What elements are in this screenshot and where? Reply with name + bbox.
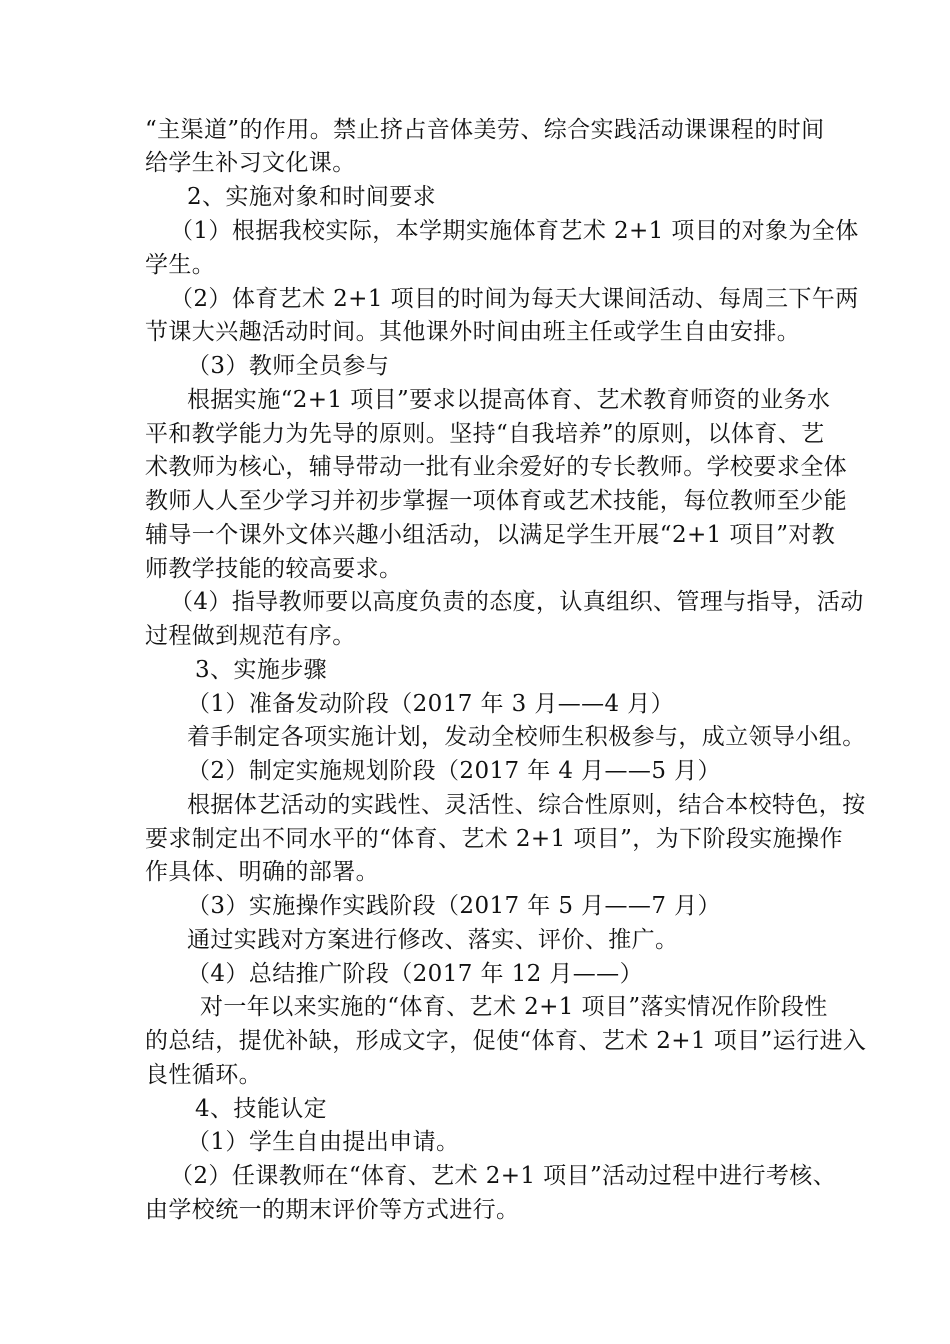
body-text-line: 过程做到规范有序。 [145, 623, 356, 649]
body-text-line: 作具体、明确的部署。 [145, 859, 379, 885]
body-text-line: （1）学生自由提出申请。 [187, 1129, 460, 1155]
section-heading: 4、技能认定 [195, 1096, 328, 1122]
body-text-line: 根据体艺活动的实践性、灵活性、综合性原则，结合本校特色，按 [187, 792, 866, 818]
body-text-line: 辅导一个课外文体兴趣小组活动，以满足学生开展“2+1 项目”对教 [145, 522, 836, 548]
body-text-line: 节课大兴趣活动时间。其他课外时间由班主任或学生自由安排。 [145, 319, 801, 345]
body-text-line: 给学生补习文化课。 [145, 150, 356, 176]
body-text-line: 师教学技能的较高要求。 [145, 556, 403, 582]
body-text-line: 良性循环。 [145, 1062, 262, 1088]
body-text-line: 根据实施“2+1 项目”要求以提高体育、艺术教育师资的业务水 [187, 387, 831, 413]
body-text-line: （1）根据我校实际，本学期实施体育艺术 2+1 项目的对象为全体 [170, 218, 859, 244]
section-heading: 3、实施步骤 [195, 657, 328, 683]
subsection-heading: （3）实施操作实践阶段（2017 年 5 月——7 月） [187, 893, 721, 919]
body-text-line: 平和教学能力为先导的原则。坚持“自我培养”的原则，以体育、艺 [145, 421, 825, 447]
body-text-line: 要求制定出不同水平的“体育、艺术 2+1 项目”，为下阶段实施操作 [145, 826, 843, 852]
subsection-heading: （2）制定实施规划阶段（2017 年 4 月——5 月） [187, 758, 721, 784]
body-text-line: 术教师为核心，辅导带动一批有业余爱好的专长教师。学校要求全体 [145, 454, 847, 480]
body-text-line: 学生。 [145, 252, 216, 278]
subsection-heading: （4）总结推广阶段（2017 年 12 月——） [187, 961, 643, 987]
body-text-line: 的总结，提优补缺，形成文字，促使“体育、艺术 2+1 项目”运行进入 [145, 1028, 867, 1054]
body-text-line: 教师人人至少学习并初步掌握一项体育或艺术技能，每位教师至少能 [145, 488, 847, 514]
body-text-line: 通过实践对方案进行修改、落实、评价、推广。 [187, 927, 679, 953]
body-text-line: 对一年以来实施的“体育、艺术 2+1 项目”落实情况作阶段性 [200, 994, 828, 1020]
subsection-heading: （3）教师全员参与 [187, 353, 390, 379]
body-text-line: （2）体育艺术 2+1 项目的时间为每天大课间活动、每周三下午两 [170, 286, 859, 312]
body-text-line: “主渠道”的作用。禁止挤占音体美劳、综合实践活动课课程的时间 [145, 117, 825, 143]
body-text-line: 由学校统一的期末评价等方式进行。 [145, 1197, 520, 1223]
subsection-heading: （1）准备发动阶段（2017 年 3 月——4 月） [187, 691, 675, 717]
section-heading: 2、实施对象和时间要求 [187, 184, 437, 210]
body-text-line: 着手制定各项实施计划，发动全校师生积极参与，成立领导小组。 [187, 724, 866, 750]
body-text-line: （4）指导教师要以高度负责的态度，认真组织、管理与指导，活动 [170, 589, 864, 615]
body-text-line: （2）任课教师在“体育、艺术 2+1 项目”活动过程中进行考核、 [170, 1163, 837, 1189]
